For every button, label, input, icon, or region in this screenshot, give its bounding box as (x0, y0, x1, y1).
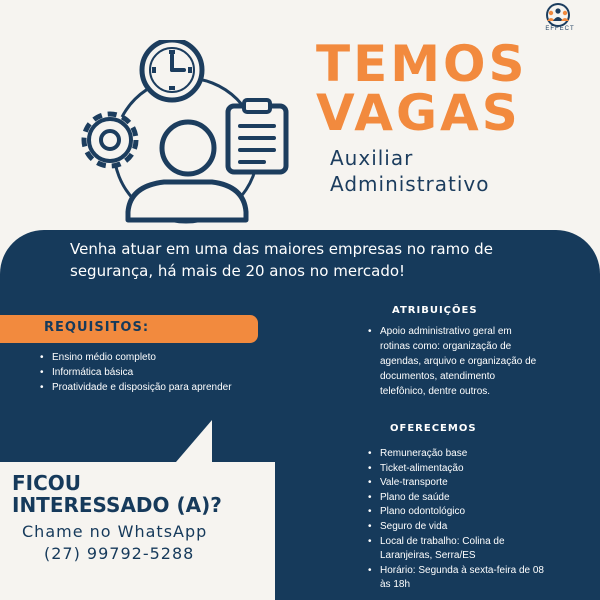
logo-text: EFFECT (545, 26, 575, 32)
list-item: • Apoio administrativo geral em rotinas como: organização de agendas, arquivo e organização de documentos, atendimento telefônico, dentre outros. (368, 324, 543, 399)
requirements-title: REQUISITOS: (44, 320, 150, 335)
headline-line-2: VAGAS (316, 84, 521, 142)
list-item: • Seguro de vida (368, 520, 548, 535)
list-item: • Ticket-alimentação (368, 462, 548, 477)
headline-line-1: TEMOS (316, 35, 528, 93)
list-item: • Local de trabalho: Colina de Laranjeiras, Serra/ES (368, 535, 548, 564)
list-item: • Plano odontológico (368, 505, 548, 520)
job-title-line-2: Administrativo (330, 172, 490, 196)
list-item: • Ensino médio completo (40, 350, 240, 365)
job-title-line-1: Auxiliar (330, 146, 414, 170)
list-item: • Informática básica (40, 365, 240, 380)
list-item: • Vale-transporte (368, 476, 548, 491)
list-item: • Horário: Segunda à sexta-feira de 08 às 18h (368, 564, 548, 593)
list-item: • Remuneração base (368, 447, 548, 462)
contact-headline-line-1: FICOU (12, 471, 82, 495)
offers-list (368, 447, 548, 593)
clock-icon (142, 40, 202, 100)
duties-list (368, 324, 543, 399)
gear-icon (84, 114, 136, 166)
duties-title: ATRIBUIÇÕES (392, 305, 478, 316)
list-item: • Proatividade e disposição para aprender (40, 380, 240, 395)
hero-illustration (68, 40, 308, 230)
job-title (330, 145, 490, 197)
list-item: • Plano de saúde (368, 491, 548, 506)
offers-title: OFERECEMOS (390, 423, 477, 434)
clipboard-icon (228, 100, 286, 172)
requirements-list (40, 350, 240, 395)
contact-headline (12, 472, 222, 516)
whatsapp-label: Chame no WhatsApp (22, 522, 208, 541)
headline (316, 35, 576, 142)
intro-text: Venha atuar em uma das maiores empresas no ramo de segurança, há mais de 20 anos no mercado! (70, 240, 493, 280)
requirements-banner (0, 315, 258, 343)
contact-headline-line-2: INTERESSADO (A)? (12, 493, 222, 517)
phone-number[interactable]: (27) 99792-5288 (44, 544, 195, 563)
